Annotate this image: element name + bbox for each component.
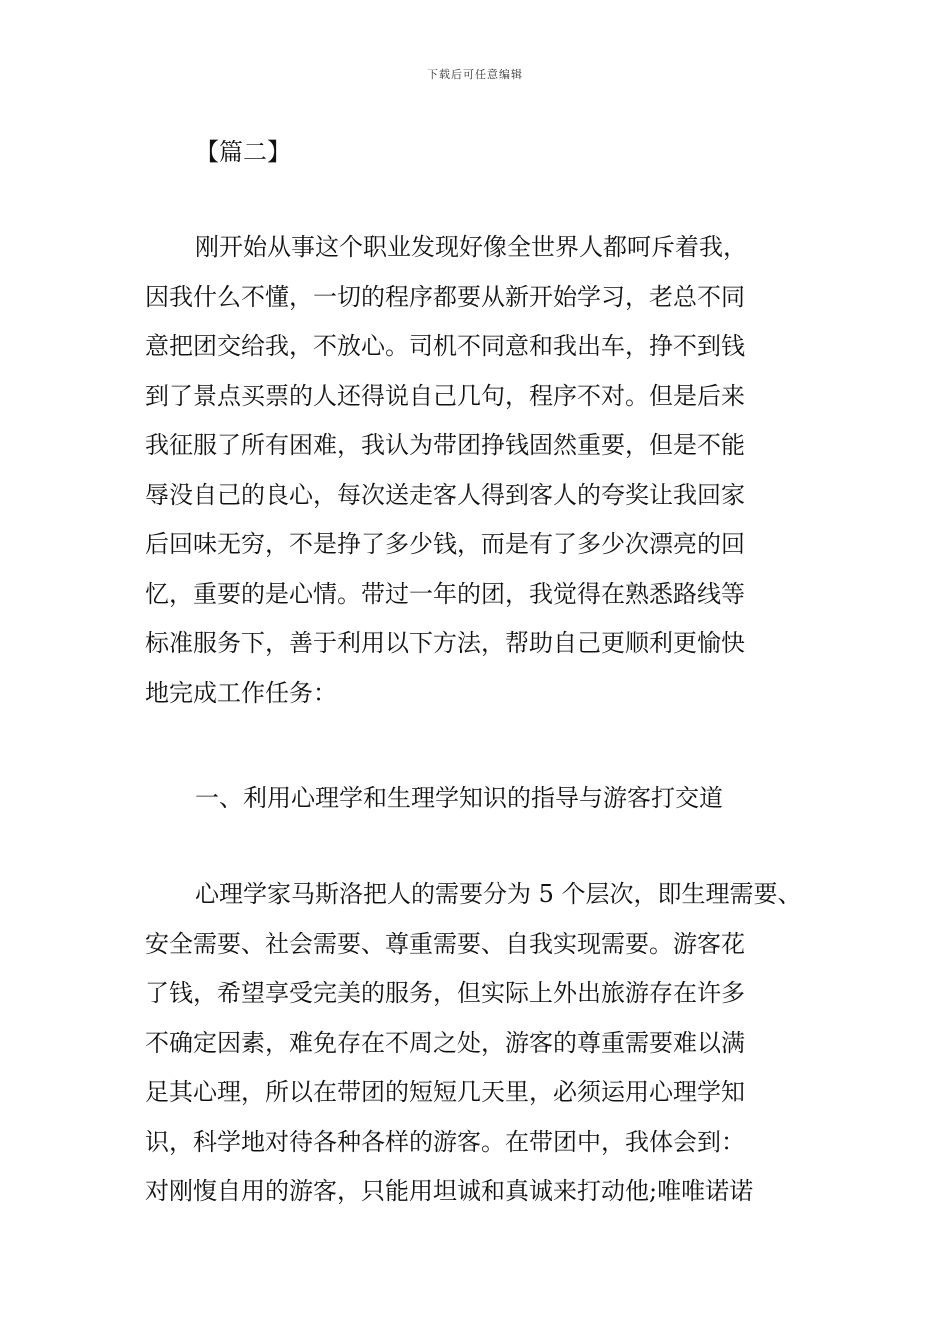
paragraph-line: 辱没自己的良心，每次送走客人得到客人的夸奖让我回家 bbox=[145, 480, 745, 509]
paragraph-line: 对刚愎自用的游客，只能用坦诚和真诚来打动他;唯唯诺诺 bbox=[145, 1177, 754, 1205]
page-header: 下载后可任意编辑 bbox=[427, 68, 523, 81]
paragraph-line: 我征服了所有困难，我认为带团挣钱固然重要，但是不能 bbox=[145, 431, 745, 459]
section-title-text: 【篇二】 bbox=[195, 138, 291, 166]
paragraph-line: 足其心理，所以在带团的短短几天里，必须运用心理学知 bbox=[145, 1078, 745, 1106]
section-heading bbox=[145, 774, 825, 824]
paragraph-line: 刚开始从事这个职业发现好像全世界人都呵斥着我， bbox=[195, 233, 747, 261]
paragraph-line: 后回味无穷，不是挣了多少钱，而是有了多少次漂亮的回 bbox=[145, 530, 745, 558]
paragraph-line: 心理学家马斯洛把人的需要分为 5 个层次，即生理需要、 bbox=[195, 880, 802, 908]
section-title bbox=[145, 128, 825, 178]
paragraph-line: 了钱，希望享受完美的服务，但实际上外出旅游存在许多 bbox=[145, 979, 745, 1007]
paragraph-line: 忆，重要的是心情。带过一年的团，我觉得在熟悉路线等 bbox=[145, 579, 745, 608]
paragraph-intro bbox=[145, 223, 825, 718]
paragraph-line: 因我什么不懂，一切的程序都要从新开始学习，老总不同 bbox=[145, 282, 745, 311]
paragraph-line: 识，科学地对待各种各样的游客。在带团中，我体会到： bbox=[145, 1127, 745, 1156]
section-heading-text: 一、利用心理学和生理学知识的指导与游客打交道 bbox=[195, 784, 723, 812]
paragraph-line: 地完成工作任务： bbox=[145, 678, 337, 707]
paragraph-line: 意把团交给我，不放心。司机不同意和我出车，挣不到钱 bbox=[145, 332, 745, 360]
paragraph-line: 标准服务下，善于利用以下方法，帮助自己更顺利更愉快 bbox=[145, 629, 745, 657]
paragraph-line: 不确定因素，难免存在不周之处，游客的尊重需要难以满 bbox=[145, 1028, 745, 1057]
paragraph-psychology bbox=[145, 870, 825, 1217]
paragraph-line: 到了景点买票的人还得说自己几句，程序不对。但是后来 bbox=[145, 381, 745, 410]
paragraph-line: 安全需要、社会需要、尊重需要、自我实现需要。游客花 bbox=[145, 929, 745, 958]
